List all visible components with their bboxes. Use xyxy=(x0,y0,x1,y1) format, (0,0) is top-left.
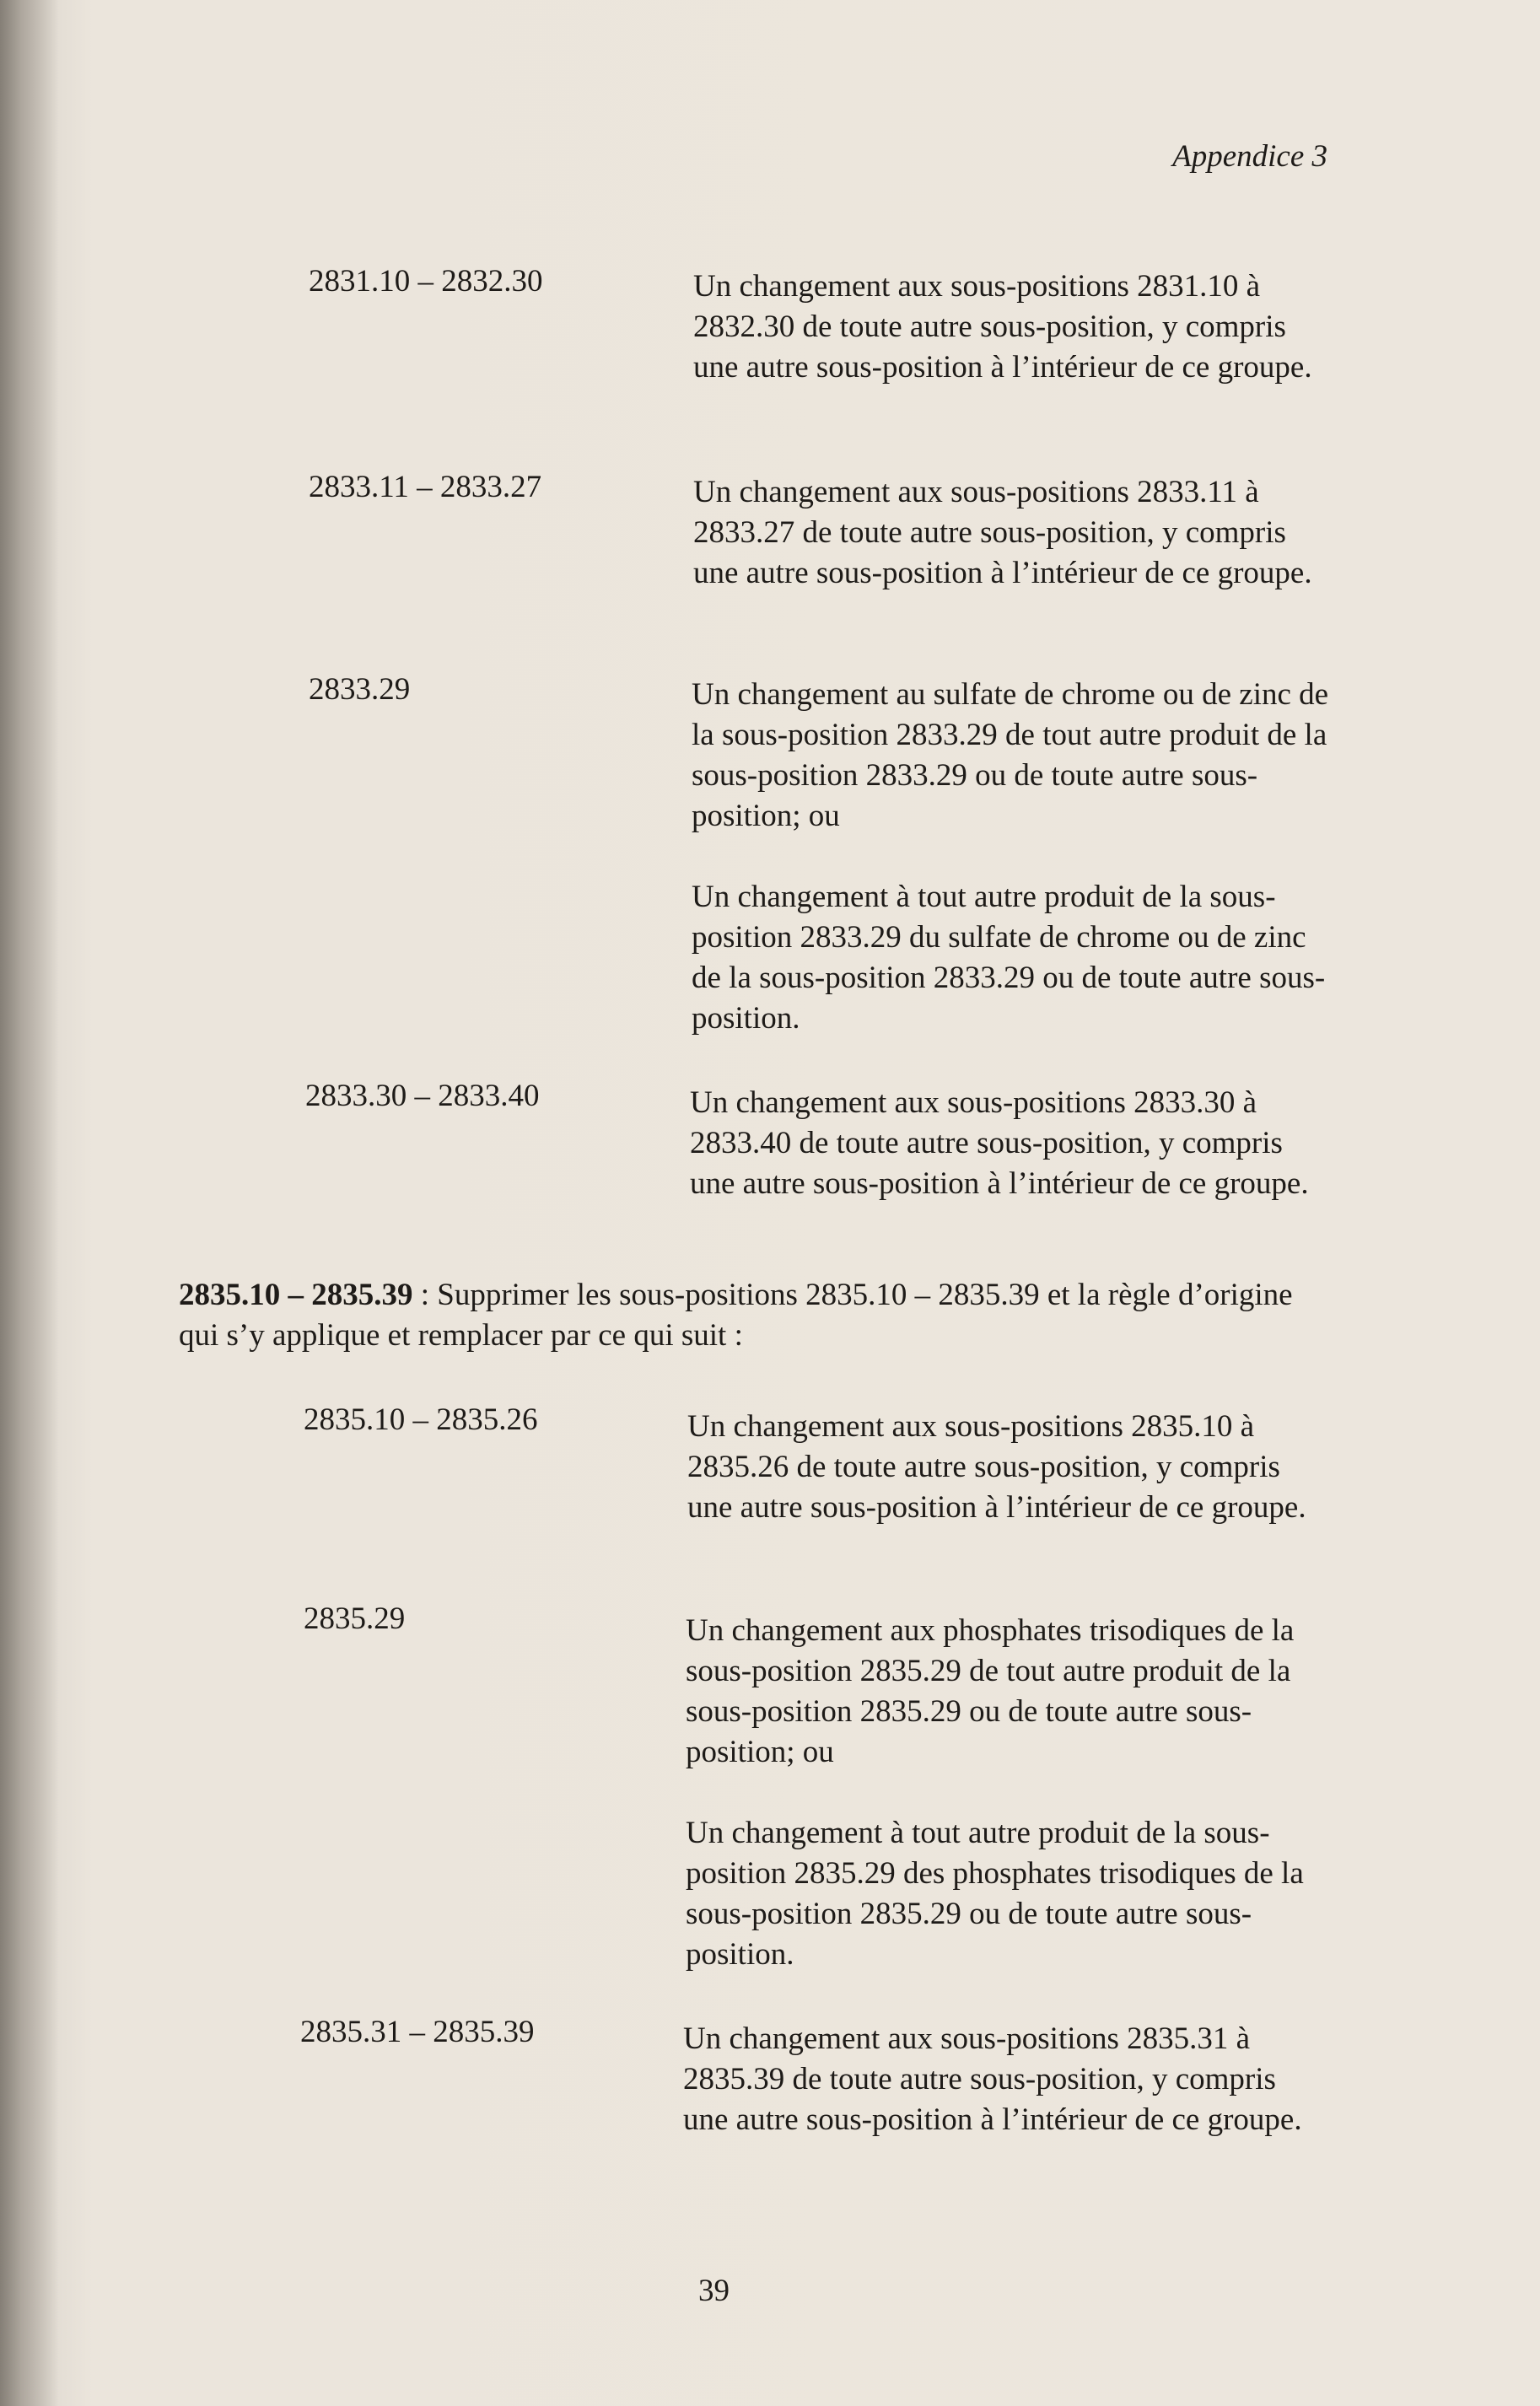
rule-paragraph: Un changement aux sous-positions 2835.10 à 2835.26 de toute autre sous-position, y compris une autre sous-position à l’intérieur de ce groupe. xyxy=(687,1409,1306,1525)
rule-description xyxy=(690,1083,1331,1204)
note-code: 2835.10 – 2835.39 xyxy=(179,1278,413,1312)
rule-description xyxy=(693,266,1334,388)
binding-shadow xyxy=(0,0,59,2406)
rule-code: 2833.30 – 2833.40 xyxy=(305,1079,540,1113)
rule-code: 2831.10 – 2832.30 xyxy=(309,264,543,299)
rule-description xyxy=(686,1611,1327,1975)
rule-code: 2835.29 xyxy=(304,1601,406,1636)
rule-description xyxy=(693,472,1334,594)
rule-description xyxy=(687,1407,1328,1528)
note-text: : Supprimer les sous-positions 2835.10 – 2835.39 et la règle d’origine qui s’y applique et remplacer par ce qui suit : xyxy=(179,1278,1293,1353)
rule-paragraph: Un changement aux sous-positions 2831.10 à 2832.30 de toute autre sous-position, y compris une autre sous-position à l’intérieur de ce groupe. xyxy=(693,269,1312,385)
rule-paragraph: Un changement à tout autre produit de la sous-position 2835.29 des phosphates trisodiques de la sous-position 2835.29 ou de toute autre sous-position. xyxy=(686,1816,1304,1972)
rule-paragraph: Un changement au sulfate de chrome ou de zinc de la sous-position 2833.29 de tout autre produit de la sous-position 2833.29 ou de toute autre sous-position; ou xyxy=(692,677,1329,833)
rule-code: 2835.31 – 2835.39 xyxy=(300,2015,535,2049)
rule-paragraph: Un changement à tout autre produit de la sous-position 2833.29 du sulfate de chrome ou de zinc de la sous-position 2833.29 ou de toute autre sous-position. xyxy=(692,880,1326,1036)
page-number: 39 xyxy=(698,2274,730,2308)
rule-description xyxy=(683,2019,1324,2140)
amendment-note xyxy=(179,1275,1334,1356)
rule-code: 2835.10 – 2835.26 xyxy=(304,1402,538,1437)
rule-paragraph: Un changement aux sous-positions 2833.30 à 2833.40 de toute autre sous-position, y compris une autre sous-position à l’intérieur de ce groupe. xyxy=(690,1085,1309,1201)
running-header: Appendice 3 xyxy=(1172,139,1327,174)
rule-paragraph: Un changement aux phosphates trisodiques de la sous-position 2835.29 de tout autre produit de la sous-position 2835.29 ou de toute autre sous-position; ou xyxy=(686,1613,1295,1769)
rule-description xyxy=(692,675,1333,1039)
rule-code: 2833.29 xyxy=(309,672,411,707)
rule-paragraph: Un changement aux sous-positions 2833.11 à 2833.27 de toute autre sous-position, y compris une autre sous-position à l’intérieur de ce groupe. xyxy=(693,475,1312,590)
rule-paragraph: Un changement aux sous-positions 2835.31 à 2835.39 de toute autre sous-position, y compris une autre sous-position à l’intérieur de ce groupe. xyxy=(683,2021,1302,2137)
rule-code: 2833.11 – 2833.27 xyxy=(309,470,542,504)
